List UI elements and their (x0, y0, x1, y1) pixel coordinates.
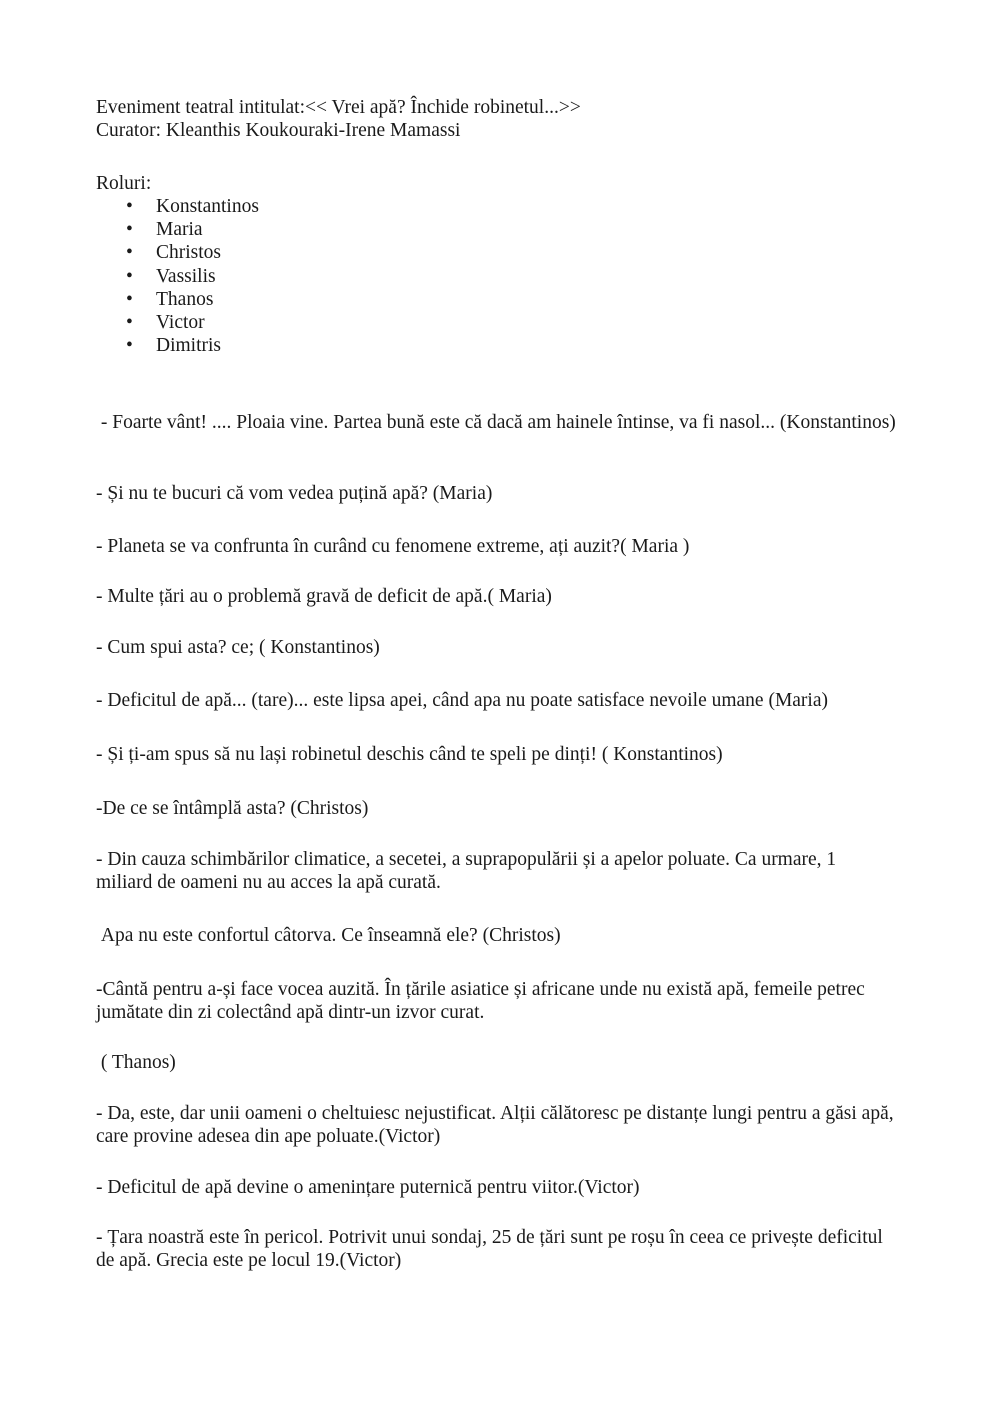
dialogue-line: - Și nu te bucuri că vom vedea puțină apă? (Maria) (96, 483, 493, 504)
document-page (96, 96, 896, 357)
dialogue-line: - Deficitul de apă... (tare)... este lipsa apei, când apa nu poate satisface nevoile umane (Maria) (96, 690, 828, 711)
dialogue-line: - Planeta se va confrunta în curând cu fenomene extreme, ați auzit?( Maria ) (96, 536, 690, 557)
bullet-icon: • (126, 242, 133, 264)
bullet-icon: • (126, 311, 133, 333)
roles-list (96, 195, 896, 357)
bullet-icon: • (126, 196, 133, 217)
dialogue-line: - Din cauza schimbărilor climatice, a secetei, a suprapopulării și a apelor poluate. Ca urmare, 1 miliard de oameni nu au acces la apă curată. (96, 849, 842, 893)
dialogue-line: - Și ți-am spus să nu lași robinetul deschis când te speli pe dinți! ( Konstantinos) (96, 744, 723, 765)
role-item: • Thanos (126, 288, 214, 310)
dialogue-line: - Da, este, dar unii oameni o cheltuiesc nejustificat. Alții călătoresc pe distanțe lungi pentru a găsi apă, care provine adesea din ape poluate.(Victor) (96, 1103, 899, 1147)
bullet-icon: • (126, 219, 133, 241)
bullet-icon: • (126, 335, 133, 357)
role-item: • Victor (126, 311, 205, 333)
curator-line: Curator: Kleanthis Koukouraki-Irene Mamassi (96, 120, 461, 141)
dialogue-line: - Deficitul de apă devine o amenințare puternică pentru viitor.(Victor) (96, 1177, 640, 1198)
bullet-icon: • (126, 265, 133, 287)
roles-heading: Roluri: (96, 173, 152, 194)
dialogue-line: - Țara noastră este în pericol. Potrivit unui sondaj, 25 de țări sunt pe roșu în ceea ce privește deficitul de apă. Grecia este pe locul 19.(Victor) (96, 1227, 888, 1271)
dialogue-line: ( Thanos) (96, 1052, 176, 1073)
dialogue-line: - Multe țări au o problemă gravă de deficit de apă.( Maria) (96, 586, 552, 607)
role-item: • Vassilis (126, 265, 216, 287)
spacer (96, 142, 896, 172)
dialogue-line: -Cântă pentru a-și face vocea auzită. În țările asiatice și africane unde nu există apă, femeile petrec jumătate din zi colectând apă dintr-un izvor curat. (96, 979, 870, 1023)
event-title: Eveniment teatral intitulat:<< Vrei apă? Închide robinetul...>> (96, 97, 581, 118)
role-item: • Dimitris (126, 335, 222, 357)
role-item: • Maria (126, 219, 203, 241)
role-item: • Konstantinos (126, 196, 259, 217)
bullet-icon: • (126, 288, 133, 310)
dialogue-line: - Foarte vânt! .... Ploaia vine. Partea bună este că dacă am hainele întinse, va fi nasol... (Konstantinos) (96, 412, 896, 433)
dialogue-line: Apa nu este confortul câtorva. Ce înseamnă ele? (Christos) (96, 925, 561, 946)
dialogue-line: -De ce se întâmplă asta? (Christos) (96, 798, 369, 819)
role-item: • Christos (126, 242, 222, 264)
dialogue-line: - Cum spui asta? ce; ( Konstantinos) (96, 637, 380, 658)
